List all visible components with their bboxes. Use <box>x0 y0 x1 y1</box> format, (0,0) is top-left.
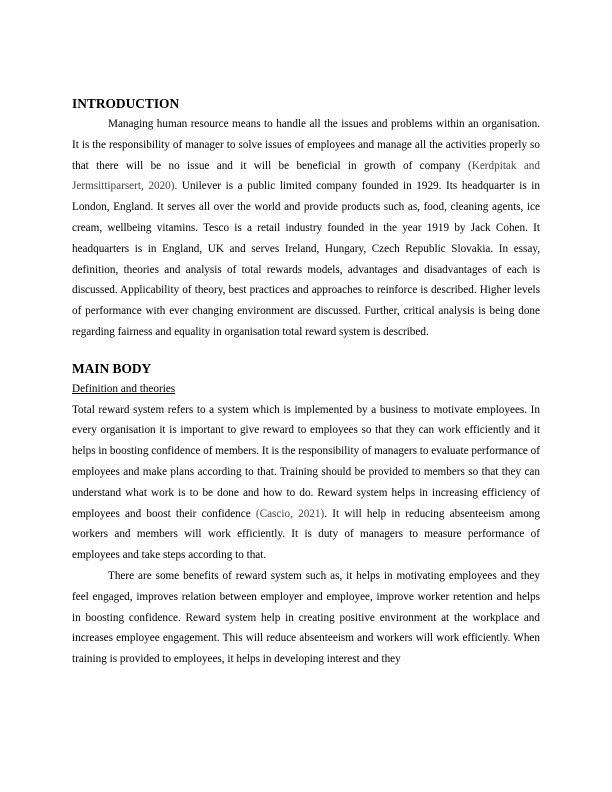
main-body-text-part1: Total reward system refers to a system which is implemented by a business to motivate employees. In every organisation it is important to give reward to employees so that they can work efficiently and it helps in boosting confidence of members. It is the responsibility of managers to evaluate performance of employees and make plans according to that. Training should be provided to members so that they can understand what work is to be done and how to do. Reward system helps in increasing efficiency of employees and boost their confidence <box>72 403 540 520</box>
introduction-text-part1: Managing human resource means to handle all the issues and problems within an organisation. It is the responsibility of manager to solve issues of employees and manage all the activities properly so that there will be no issue and it will be beneficial in growth of company <box>72 118 540 172</box>
main-body-paragraph-1 <box>72 400 540 566</box>
introduction-heading: INTRODUCTION <box>72 96 180 111</box>
introduction-paragraph <box>72 114 540 343</box>
definition-subheading: Definition and theories <box>72 382 176 395</box>
citation-kerdpitak: (Kerdpitak and Jermsittiparsert, 2020) <box>72 159 540 193</box>
document-page <box>72 94 540 670</box>
main-body-paragraph-2: There are some benefits of reward system such as, it helps in motivating employees and they feel engaged, improves relation between employer and employee, improve worker retention and helps in boosting confidence. Reward system help in creating positive environment at the workplace and increases employee engagement. This will reduce absenteeism and workers will work efficiently. When training is provided to employees, it helps in developing interest and they <box>72 569 540 666</box>
main-body-text-part2: . It will help in reducing absenteeism among workers and members will work efficiently. It is duty of managers to measure performance of employees and take steps according to that. <box>72 507 540 562</box>
main-body-heading: MAIN BODY <box>72 360 152 376</box>
main-body-section <box>72 359 540 670</box>
citation-cascio: (Cascio, 2021) <box>255 507 325 520</box>
introduction-text-part2: . Unilever is a public limited company founded in 1929. Its headquarter is in London, England. It serves all over the world and provide products such as, food, cleaning agents, ice cream, wellbeing vitamins. Tesco is a retail industry founded in the year 1919 by Jack Cohen. It headquarters is in England, UK and serves Ireland, Hungary, Czech Republic Slovakia. In essay, definition, theories and analysis of total rewards models, advantages and disadvantages of each is discussed. Applicability of theory, best practices and approaches to reinforce is described. Higher levels of performance with ever changing environment are discussed. Further, critical analysis is being done regarding fairness and equality in organisation total reward system is described. <box>72 180 541 338</box>
introduction-section <box>72 94 540 343</box>
